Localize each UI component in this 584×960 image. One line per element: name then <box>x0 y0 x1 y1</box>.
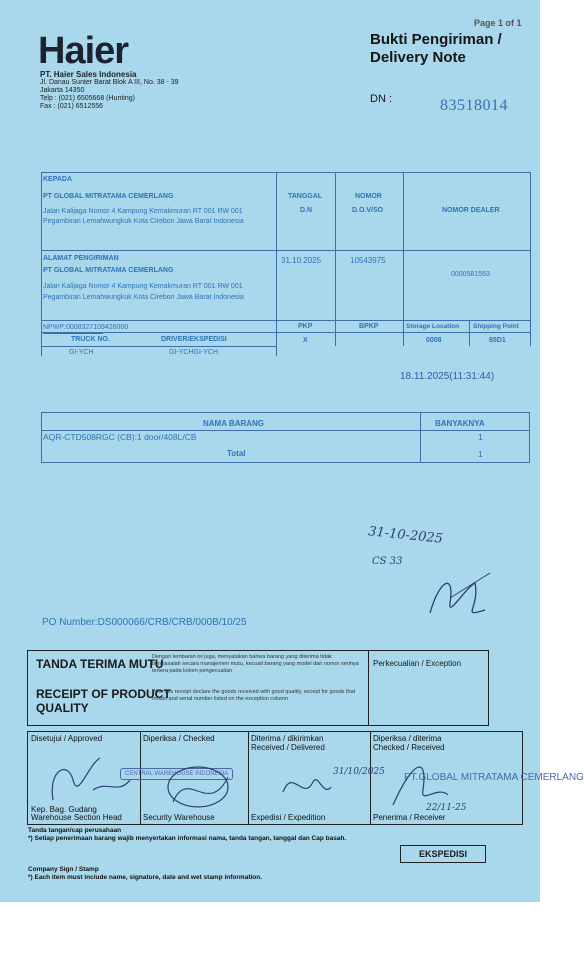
npwp: NPWP:0008327109426000 <box>43 324 129 331</box>
signature-received-head1: Diperiksa / diterima <box>373 734 442 743</box>
company-name: PT. Haier Sales Indonesia <box>40 70 137 79</box>
svg-text:22/11-25: 22/11-25 <box>426 803 467 813</box>
document-title <box>370 31 502 67</box>
signature-delivered-head2: Received / Delivered <box>251 743 325 752</box>
notes-id-title: Tanda tangan/cap perusahaan <box>28 827 122 834</box>
order-number: 10543975 <box>350 256 386 265</box>
customer-header-grid <box>41 172 530 356</box>
signature-delivered-head1: Diterima / dikirimkan <box>251 734 324 743</box>
bpkp-label: BPKP <box>359 323 379 330</box>
company-fax: Fax : (021) 6512556 <box>40 103 104 110</box>
receipt-title-en-line2: QUALITY <box>36 701 89 715</box>
items-total-qty: 1 <box>478 449 483 459</box>
exception-label: Perkecualian / Exception <box>373 659 462 668</box>
receiver-stamp: PT.GLOBAL MITRATAMA CEMERLANG <box>404 772 584 783</box>
signature-checked-head: Diperiksa / Checked <box>143 734 215 743</box>
items-table <box>41 412 530 464</box>
driver-value: GI-YCHGI-YCH <box>169 349 218 356</box>
company-address <box>40 71 179 111</box>
receipt-title-en-line1: RECEIPT OF PRODUCT <box>36 687 171 701</box>
kepada-address2: Pegambiran Lemahwungkuk Kota Cirebon Jawa Barat Indonesia <box>43 218 244 225</box>
items-total-label: Total <box>227 449 246 458</box>
signature-grid <box>27 731 584 825</box>
kepada-label: KEPADA <box>43 176 73 183</box>
ekspedisi-box: EKSPEDISI <box>400 845 486 863</box>
receiver-signature-icon <box>378 750 478 815</box>
dealer-label: NOMOR DEALER <box>442 207 500 214</box>
pkp-label: PKP <box>298 323 313 330</box>
pkp-value: X <box>303 337 308 344</box>
notes-en-title: Company Sign / Stamp <box>28 866 99 873</box>
document-title-line2: Delivery Note <box>370 49 466 66</box>
notes-en-text: *) Each item must include name, signature, date and wet stamp information. <box>28 874 263 881</box>
kepada-name: PT GLOBAL MITRATAMA CEMERLANG <box>43 193 174 200</box>
tanggal-sub: D.N <box>300 207 313 214</box>
storage-location-value: 0008 <box>426 337 442 344</box>
items-col-qty: BANYAKNYA <box>435 419 485 428</box>
expedition-signature-icon <box>273 752 385 812</box>
alamat-address1: Jalan Kalijaga Nomor 4 Kampung Kemakmuran RT 001 RW 001 <box>43 283 243 290</box>
approver-signature-icon <box>38 750 138 805</box>
dn-label: DN : <box>370 93 392 105</box>
item-row-qty: 1 <box>478 432 483 442</box>
signature-approved-foot <box>31 806 122 822</box>
notes-en <box>28 866 262 882</box>
signature-delivered-foot: Expedisi / Expedition <box>251 813 326 822</box>
handwritten-code: CS 33 <box>372 556 403 567</box>
handwritten-signature-icon <box>420 568 500 628</box>
kepada-address1: Jalan Kalijaga Nomor 4 Kampung Kemakmuran RT 001 RW 001 <box>43 208 243 215</box>
signature-received-head2: Checked / Received <box>373 743 445 752</box>
checker-signature-icon <box>153 757 243 817</box>
signature-received-foot: Penerima / Receiver <box>373 813 446 822</box>
receipt-text-id: Dengan lembaran ini juga, menyatakan bahwa barang yang diterima tidak bermasalah secara manajemen mutu, kecuali barang yang model dan nomor serinya tertera pada kolom pengecualian <box>152 654 359 674</box>
receipt-of-quality-box <box>27 650 489 726</box>
tanggal-label: TANGGAL <box>288 193 323 200</box>
page-number: Page 1 of 1 <box>474 18 522 28</box>
po-number: PO Number:DS000066/CRB/CRB/000B/10/25 <box>42 617 247 628</box>
alamat-address2: Pegambiran Lemahwungkuk Kota Cirebon Jawa Barat Indonesia <box>43 294 244 301</box>
notes-id-text: *) Setiap penerimaan barang wajib menyertakan informasi nama, tanda tangan, tanggal dan Cap basah. <box>28 835 347 842</box>
dealer-number: 0000581553 <box>451 271 490 278</box>
items-col-name: NAMA BARANG <box>203 419 265 428</box>
truck-label: TRUCK NO. <box>71 336 110 343</box>
alamat-name: PT GLOBAL MITRATAMA CEMERLANG <box>43 267 174 274</box>
item-row-name: AQR-CTD508RGC (CB):1 door/408L/CB <box>43 432 197 442</box>
notes-id <box>28 827 346 843</box>
document-title-line1: Bukti Pengiriman / <box>370 31 502 48</box>
company-address-line1: Jl. Danau Sunter Barat Blok A III, No. 38 - 39 <box>40 79 179 86</box>
shipping-point-value: 65D1 <box>489 337 506 344</box>
warehouse-stamp: CENTRAL WAREHOUSE INDONESIA <box>120 768 233 780</box>
driver-label: DRIVER/EKSPEDISI <box>161 336 227 343</box>
handwritten-date: 31-10-2025 <box>367 524 444 547</box>
print-timestamp: 18.11.2025(11:31:44) <box>400 371 495 382</box>
company-phone: Telp : (021) 6505668 (Hunting) <box>40 95 135 102</box>
truck-value: GI-YCH <box>69 349 94 356</box>
nomor-sub: D.O.V/SO <box>352 207 384 214</box>
nomor-label: NOMOR <box>355 193 382 200</box>
haier-logo: Haier <box>38 30 129 72</box>
signature-approved-foot1: Kep. Bag. Gudang <box>31 805 97 814</box>
receipt-title-en <box>36 687 171 715</box>
shipping-point-label: Shipping Point <box>473 323 519 330</box>
signature-checked-foot: Security Warehouse <box>143 813 215 822</box>
company-address-line2: Jakarta 14350 <box>40 87 85 94</box>
signature-approved-foot2: Warehouse Section Head <box>31 813 122 822</box>
svg-text:31/10/2025: 31/10/2025 <box>333 767 385 777</box>
alamat-label: ALAMAT PENGIRIMAN <box>43 255 119 262</box>
dn-number: 83518014 <box>440 97 508 114</box>
signature-delivered-head <box>251 734 325 752</box>
storage-location-label: Storage Location <box>406 323 460 330</box>
receipt-title-id: TANDA TERIMA MUTU <box>36 657 164 671</box>
signature-approved-head: Disetujui / Approved <box>31 734 103 743</box>
receipt-text-en: With this receipt declare the goods received with good quality, except for goods that model and serial number listed on the exception column <box>152 689 356 702</box>
delivery-date: 31.10.2025 <box>281 256 322 265</box>
